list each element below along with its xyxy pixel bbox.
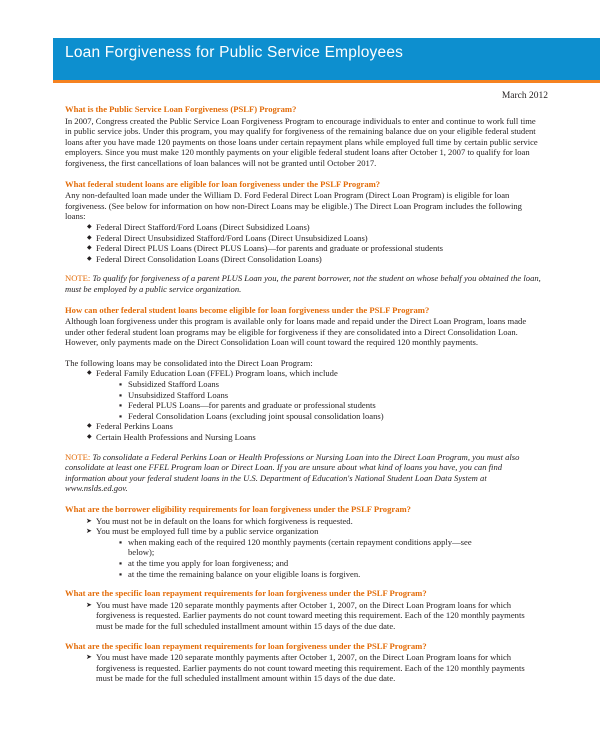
list-item: ◆ Certain Health Professions and Nursing Loans — [65, 432, 543, 443]
list-item: ◆ Federal Direct PLUS Loans (Direct PLUS Loans)—for parents and graduate or professional students — [65, 243, 543, 254]
section-paragraph: Although loan forgiveness under this program is available only for loans made and repaid under the Direct Loan Program, loans made under other federal student loan programs may be eligible for forgiveness if they are consolidated into a Direct Consolidation Loan. However, only payments made on the Direct Consolidation Loan will count toward the required 120 monthly payments. — [65, 316, 527, 348]
eligibility-list — [65, 516, 543, 580]
sub-list-item: ▪ Unsubsidized Stafford Loans — [65, 390, 543, 401]
note-paragraph — [65, 273, 543, 294]
list-item: ➤ You must be employed full time by a public service organization — [65, 526, 543, 537]
note-label: NOTE: — [65, 273, 91, 284]
list-item: ◆ Federal Direct Unsubsidized Stafford/Ford Loans (Direct Unsubsidized Loans) — [65, 233, 543, 244]
note-text: To consolidate a Federal Perkins Loan or Health Professions or Nursing Loan into the Direct Loan Program, you must also consolidate at least one FFEL Program loan or Direct Loan. If you are unsure about what kind of loans you have, you can find information about your federal student loans in the U.S. Department of Education's National Student Loan Data System at www.nslds.ed.gov. — [65, 451, 520, 494]
section-heading: What are the specific loan repayment requirements for loan forgiveness under the PSLF Program? — [65, 588, 427, 599]
sub-list-item: ▪ Federal PLUS Loans—for parents and graduate or professional students — [65, 400, 543, 411]
section-heading: What are the borrower eligibility requirements for loan forgiveness under the PSLF Program? — [65, 504, 411, 514]
document-body — [65, 104, 543, 693]
document-title: Loan Forgiveness for Public Service Employees — [65, 44, 404, 61]
sub-list-item: ▪ when making each of the required 120 monthly payments (certain repayment conditions apply—see — [65, 537, 543, 548]
sub-list-item: ▪ at the time you apply for loan forgiveness; and — [65, 558, 543, 569]
repayment-list — [65, 600, 543, 632]
section-heading: What is the Public Service Loan Forgiveness (PSLF) Program? — [65, 104, 297, 114]
list-item: ◆ Federal Direct Stafford/Ford Loans (Direct Subsidized Loans) — [65, 222, 543, 233]
list-item: ➤ You must not be in default on the loans for which forgiveness is requested. — [65, 516, 543, 527]
list-item: ◆ Federal Direct Consolidation Loans (Direct Consolidation Loans) — [65, 254, 543, 265]
sub-list-item: ▪ at the time the remaining balance on your eligible loans is forgiven. — [65, 569, 543, 580]
section-heading: How can other federal student loans become eligible for loan forgiveness under the PSLF Program? — [65, 304, 430, 315]
section-heading: What are the specific loan repayment requirements for loan forgiveness under the PSLF Program? — [65, 640, 427, 651]
section-heading: What federal student loans are eligible for loan forgiveness under the PSLF Program? — [65, 178, 381, 189]
list-item: ➤ You must have made 120 separate monthly payments after October 1, 2007, on the Direct Loan Program loans for which forgiveness is requested. Earlier payments do not count toward meeting this requirement. Each of the 120 monthly payments must be made for the full scheduled installment amount within 15 days of the due date. — [65, 652, 543, 684]
note-text: To qualify for forgiveness of a parent PLUS Loan you, the parent borrower, not the student on whose behalf you obtained the loan, must be employed by a public service organization. — [65, 273, 541, 294]
document-date: March 2012 — [501, 91, 548, 101]
list-item: ◆ Federal Family Education Loan (FFEL) Program loans, which include — [65, 368, 543, 379]
repayment-list — [65, 652, 543, 684]
list-item: ➤ You must have made 120 separate monthly payments after October 1, 2007, on the Direct Loan Program loans for which forgiveness is requested. Earlier payments do not count toward meeting this requirement. Each of the 120 monthly payments must be made for the full scheduled installment amount within 15 days of the due date. — [65, 600, 543, 632]
section-paragraph: Any non-defaulted loan made under the William D. Ford Federal Direct Loan Program (Direct Loan Program) is eligible for loan forgiveness. (See below for information on how non-Direct Loans may be eligible.) The Direct Loan Program includes the following loans: — [65, 190, 522, 222]
note-paragraph — [65, 452, 543, 494]
sub-list-item-continuation: below); — [128, 547, 155, 558]
sub-list-item: ▪ Federal Consolidation Loans (excluding joint spousal consolidation loans) — [65, 411, 543, 422]
direct-loan-list — [65, 222, 543, 264]
title-banner — [53, 38, 600, 83]
consolidation-list — [65, 368, 543, 442]
sub-list-item: ▪ Subsidized Stafford Loans — [65, 379, 543, 390]
section-paragraph: In 2007, Congress created the Public Service Loan Forgiveness Program to encourage individuals to enter and continue to work full time in public service jobs. Under this program, you may qualify for forgiveness of the remaining balance due on your eligible federal student loans after you have made 120 payments on those loans under certain repayment plans while employed full time by certain public service employers. Since you must make 120 monthly payments on your eligible federal student loans after October 1, 2007 to qualify for loan forgiveness, the first cancellations of loan balances will not be granted until October 2017. — [65, 115, 538, 168]
list-item: ◆ Federal Perkins Loans — [65, 421, 543, 432]
note-label: NOTE: — [65, 451, 91, 462]
section-intro: The following loans may be consolidated into the Direct Loan Program: — [65, 357, 313, 368]
